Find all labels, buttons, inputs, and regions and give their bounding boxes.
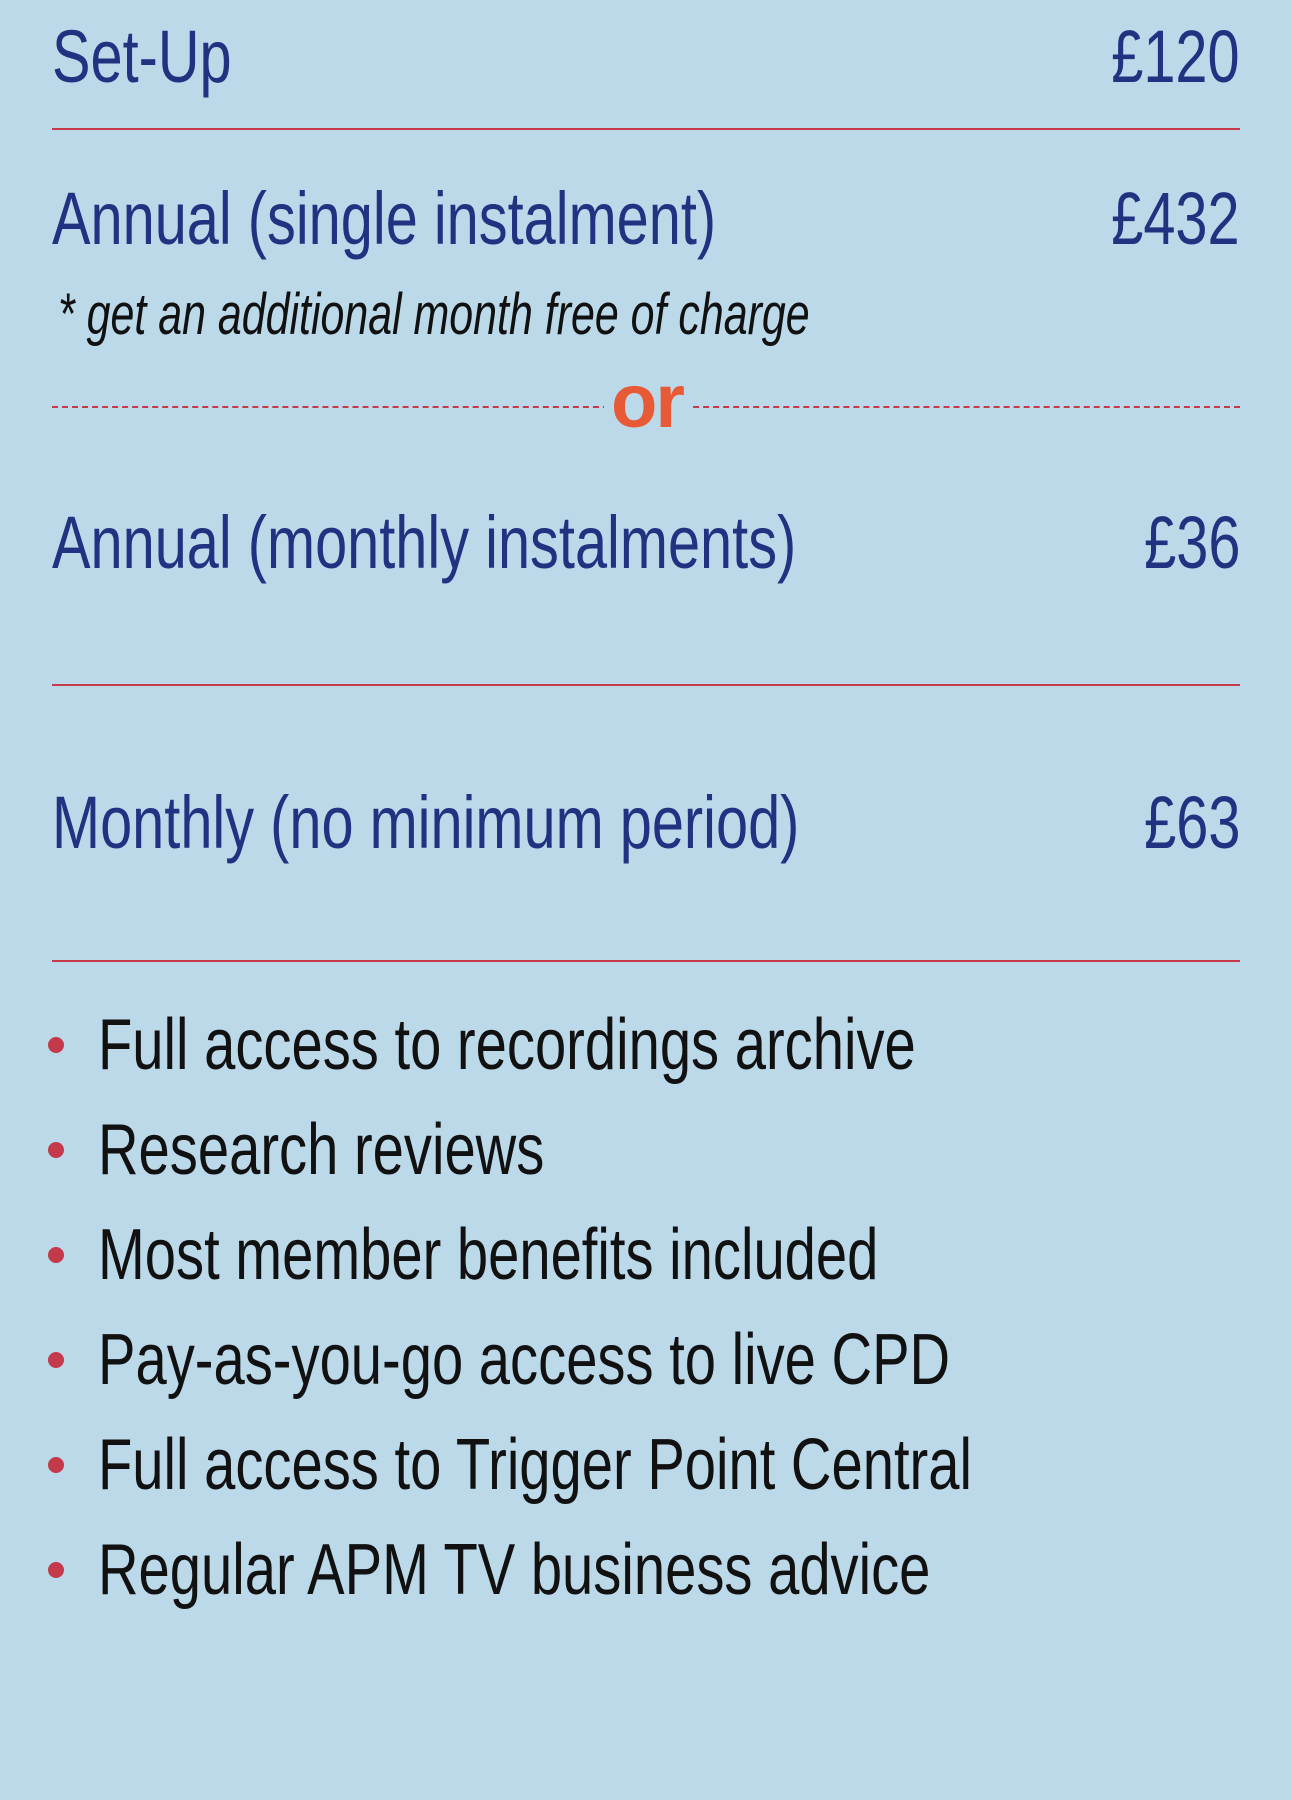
monthly-row — [52, 781, 1240, 864]
bullet-icon — [48, 1247, 64, 1263]
feature-text: Regular APM TV business advice — [98, 1529, 931, 1610]
feature-text: Research reviews — [98, 1109, 545, 1190]
monthly-label: Monthly (no minimum period) — [52, 781, 800, 864]
bullet-icon — [48, 1352, 64, 1368]
annual-monthly-label: Annual (monthly instalments) — [52, 501, 797, 584]
list-item — [48, 1412, 1218, 1517]
list-item — [48, 992, 1218, 1097]
list-item — [48, 1202, 1218, 1307]
setup-row — [52, 15, 1240, 98]
feature-text: Full access to recordings archive — [98, 1004, 916, 1085]
bullet-icon — [48, 1037, 64, 1053]
annual-single-price: £432 — [1111, 177, 1240, 260]
annual-single-note: * get an additional month free of charge — [58, 282, 810, 347]
annual-single-label: Annual (single instalment) — [52, 177, 717, 260]
divider — [52, 128, 1240, 130]
annual-single-row — [52, 177, 1240, 260]
annual-monthly-price: £36 — [1143, 501, 1240, 584]
list-item — [48, 1307, 1218, 1412]
feature-text: Full access to Trigger Point Central — [98, 1424, 972, 1505]
feature-list — [48, 992, 1218, 1622]
bullet-icon — [48, 1457, 64, 1473]
monthly-price: £63 — [1143, 781, 1240, 864]
list-item — [48, 1097, 1218, 1202]
or-separator: or — [604, 364, 690, 440]
divider — [52, 684, 1240, 686]
feature-text: Most member benefits included — [98, 1214, 879, 1295]
bullet-icon — [48, 1142, 64, 1158]
bullet-icon — [48, 1562, 64, 1578]
setup-price: £120 — [1111, 15, 1240, 98]
setup-label: Set-Up — [52, 15, 232, 98]
feature-text: Pay-as-you-go access to live CPD — [98, 1319, 951, 1400]
list-item — [48, 1517, 1218, 1622]
divider — [52, 960, 1240, 962]
annual-monthly-row — [52, 501, 1240, 584]
